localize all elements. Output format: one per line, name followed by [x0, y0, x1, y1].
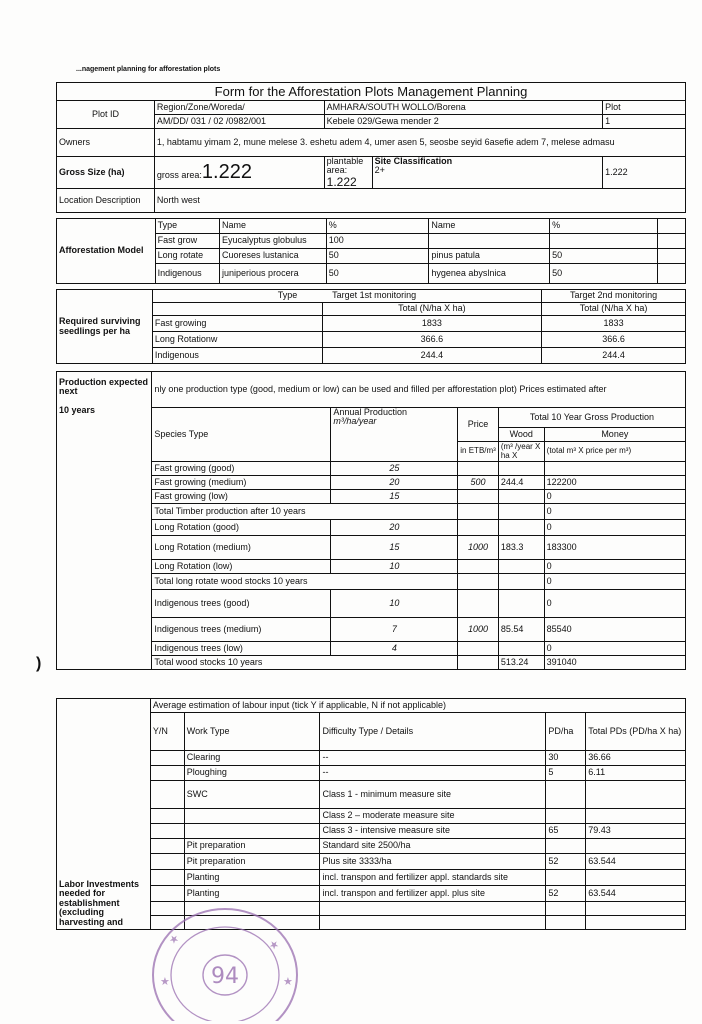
labor-pd-ha: 65	[546, 824, 586, 839]
gross-area-label: gross area:	[156, 170, 202, 181]
production-money	[544, 462, 685, 476]
labor-detail: incl. transpon and fertilizer appl. plus site	[320, 886, 546, 902]
plot-label: Plot	[603, 101, 686, 115]
production-money: 0	[544, 520, 685, 536]
model-percent: 50	[326, 249, 429, 264]
site-classification-label: Site Classification	[374, 156, 453, 166]
labor-header-work-type: Work Type	[184, 713, 320, 751]
model-name: Eyucalyptus globulus	[220, 234, 327, 249]
price-unit: in ETB/m³	[458, 442, 499, 462]
gross-size-value: 1.222	[603, 157, 686, 189]
production-money: 85540	[544, 618, 685, 642]
money-header: Money	[544, 428, 685, 442]
gross-area-value: 1.222	[201, 161, 252, 184]
labor-detail: Plus site 3333/ha	[320, 854, 546, 870]
labor-total	[586, 916, 686, 930]
labor-header-pd-ha: PD/ha	[546, 713, 586, 751]
wood-header: Wood	[498, 428, 544, 442]
production-wood: 85.54	[498, 618, 544, 642]
annual-production-unit: m³/ha/year	[333, 416, 377, 427]
model-percent: 100	[326, 234, 429, 249]
production-money: 0	[544, 574, 685, 590]
production-wood	[498, 462, 544, 476]
plantable-area-value: 1.222	[326, 174, 357, 189]
labor-work: Planting	[184, 870, 320, 886]
labor-header-total-pds: Total PDs (PD/ha X ha)	[586, 713, 686, 751]
labor-pd-ha: 52	[546, 886, 586, 902]
model-name: juniperious procera	[220, 264, 327, 284]
production-species: Fast growing (medium)	[152, 476, 331, 490]
seedlings-type: Indigenous	[152, 348, 322, 364]
production-annual: 15	[331, 490, 458, 504]
labor-detail: --	[320, 766, 546, 781]
model-type: Long rotate	[155, 249, 219, 264]
site-classification-value: 2+	[374, 165, 385, 176]
labor-detail: incl. transpon and fertilizer appl. standards site	[320, 870, 546, 886]
official-stamp	[150, 905, 300, 1021]
production-money: 391040	[544, 656, 685, 670]
labor-total: 36.66	[586, 751, 686, 766]
production-wood	[498, 574, 544, 590]
seedlings-target1: 366.6	[322, 332, 542, 348]
labor-detail: Class 2 – moderate measure site	[320, 809, 546, 824]
production-money: 0	[544, 490, 685, 504]
production-price	[458, 490, 499, 504]
seedlings-table	[56, 289, 686, 364]
production-wood	[498, 560, 544, 574]
seedlings-target1: 244.4	[322, 348, 542, 364]
production-price	[458, 462, 499, 476]
model-percent2: 50	[550, 264, 658, 284]
production-wood	[498, 520, 544, 536]
production-species: Total Timber production after 10 years	[152, 504, 458, 520]
labor-detail	[320, 916, 546, 930]
production-wood: 183.3	[498, 536, 544, 560]
production-annual: 10	[331, 590, 458, 618]
annual-production-label: Annual Production	[333, 407, 407, 417]
am-dd-code: AM/DD/ 031 / 02 /0982/001	[154, 115, 324, 129]
production-table	[56, 371, 686, 670]
seedlings-type-header: Type	[277, 290, 298, 301]
svg-text:★: ★	[283, 975, 293, 988]
labor-work: Pit preparation	[184, 839, 320, 854]
kebele-value: Kebele 029/Gewa mender 2	[324, 115, 602, 129]
labor-work: Ploughing	[184, 766, 320, 781]
seedlings-target2: 1833	[542, 316, 686, 332]
production-species: Total long rotate wood stocks 10 years	[152, 574, 458, 590]
labor-total: 63.544	[586, 886, 686, 902]
production-price	[458, 590, 499, 618]
production-annual: 25	[331, 462, 458, 476]
labor-pd-ha	[546, 839, 586, 854]
labor-work: Clearing	[184, 751, 320, 766]
money-unit: (total m³ X price per m³)	[544, 442, 685, 462]
production-species: Indigenous trees (medium)	[152, 618, 331, 642]
production-price	[458, 504, 499, 520]
species-type-header: Species Type	[152, 408, 331, 462]
model-name2: pinus patula	[429, 249, 550, 264]
svg-text:★: ★	[266, 936, 282, 954]
production-species: Indigenous trees (low)	[152, 642, 331, 656]
production-species: Long Rotation (good)	[152, 520, 331, 536]
total-gross-production-header: Total 10 Year Gross Production	[498, 408, 685, 428]
labor-work	[184, 809, 320, 824]
owners-label: Owners	[57, 129, 155, 157]
labor-pd-ha	[546, 870, 586, 886]
plot-number: 1	[603, 115, 686, 129]
labor-work	[184, 824, 320, 839]
labor-detail: Standard site 2500/ha	[320, 839, 546, 854]
stamp-center-text: 94	[211, 964, 239, 989]
owners-value: 1, habtamu yimam 2, mune melese 3. eshetu adem 4, umer asen 5, seosbe seyid 6asefie adem 7, melese admasu	[154, 129, 685, 157]
wood-unit: (m³ /year X ha X	[498, 442, 544, 462]
seedlings-type: Long Rotationw	[152, 332, 322, 348]
labor-table	[56, 698, 686, 930]
seedlings-target2: 366.6	[542, 332, 686, 348]
svg-text:★: ★	[160, 975, 170, 988]
seedlings-target2-header: Target 2nd monitoring	[542, 290, 686, 303]
production-price	[458, 560, 499, 574]
labor-total	[586, 870, 686, 886]
production-annual: 7	[331, 618, 458, 642]
labor-header-difficulty: Difficulty Type / Details	[320, 713, 546, 751]
labor-pd-ha	[546, 916, 586, 930]
production-species: Fast growing (low)	[152, 490, 331, 504]
production-money: 0	[544, 642, 685, 656]
model-type: Indigenous	[155, 264, 219, 284]
afforestation-model-table	[56, 218, 686, 284]
top-info-table	[56, 82, 686, 213]
production-annual: 4	[331, 642, 458, 656]
svg-text:★: ★	[166, 931, 182, 948]
production-price: 1000	[458, 536, 499, 560]
production-years-label: 10 years	[59, 405, 96, 416]
afforestation-model-label: Afforestation Model	[57, 219, 156, 284]
production-money: 0	[544, 560, 685, 574]
annual-production-header	[331, 408, 458, 462]
labor-pd-ha: 5	[546, 766, 586, 781]
labor-label: Labor Investments needed for establishment (excluding harvesting and	[57, 699, 151, 930]
plot-id-label: Plot ID	[57, 101, 155, 129]
production-money: 0	[544, 590, 685, 618]
labor-total: 63.544	[586, 854, 686, 870]
model-header-name: Name	[220, 219, 327, 234]
model-header-name2: Name	[429, 219, 550, 234]
model-name2	[429, 234, 550, 249]
labor-detail: Class 1 - minimum measure site	[320, 781, 546, 809]
seedlings-target2: 244.4	[542, 348, 686, 364]
price-header: Price	[458, 408, 499, 442]
labor-total: 6.11	[586, 766, 686, 781]
model-type: Fast grow	[155, 234, 219, 249]
labor-detail: --	[320, 751, 546, 766]
labor-work: SWC	[184, 781, 320, 809]
labor-pd-ha	[546, 809, 586, 824]
seedlings-header-type-target1	[152, 290, 541, 303]
production-money: 183300	[544, 536, 685, 560]
labor-total	[586, 839, 686, 854]
labor-pd-ha: 30	[546, 751, 586, 766]
model-name: Cuoreses lustanica	[220, 249, 327, 264]
production-price	[458, 574, 499, 590]
location-value: North west	[154, 189, 685, 213]
labor-work: Pit preparation	[184, 854, 320, 870]
production-price	[458, 642, 499, 656]
production-wood	[498, 590, 544, 618]
model-header-percent2: %	[550, 219, 658, 234]
production-money: 0	[544, 504, 685, 520]
production-note: nly one production type (good, medium or low) can be used and filled per afforestation plot) Prices estimated after	[152, 372, 686, 408]
production-price: 1000	[458, 618, 499, 642]
labor-note: Average estimation of labour input (tick Y if applicable, N if not applicable)	[150, 699, 685, 713]
production-annual: 15	[331, 536, 458, 560]
labor-pd-ha	[546, 902, 586, 916]
location-label: Location Description	[57, 189, 155, 213]
production-species: Total wood stocks 10 years	[152, 656, 458, 670]
production-annual: 20	[331, 520, 458, 536]
labor-detail: Class 3 - intensive measure site	[320, 824, 546, 839]
labor-total	[586, 781, 686, 809]
production-wood	[498, 504, 544, 520]
page-header: ...nagement planning for afforestation plots	[76, 66, 221, 73]
production-annual: 20	[331, 476, 458, 490]
margin-mark: )	[36, 655, 42, 672]
production-wood	[498, 490, 544, 504]
seedlings-target1-header: Target 1st monitoring	[332, 290, 417, 301]
model-percent2	[550, 234, 658, 249]
production-wood: 513.24	[498, 656, 544, 670]
model-percent: 50	[326, 264, 429, 284]
labor-detail	[320, 902, 546, 916]
seedlings-target1: 1833	[322, 316, 542, 332]
labor-total	[586, 809, 686, 824]
production-price	[458, 656, 499, 670]
production-annual: 10	[331, 560, 458, 574]
region-value: AMHARA/SOUTH WOLLO/Borena	[324, 101, 602, 115]
model-header-percent: %	[326, 219, 429, 234]
production-wood	[498, 642, 544, 656]
plantable-area-label: plantable area:	[326, 156, 364, 176]
form-title: Form for the Afforestation Plots Management Planning	[57, 83, 686, 101]
production-species: Long Rotation (low)	[152, 560, 331, 574]
model-percent2: 50	[550, 249, 658, 264]
production-species: Indigenous trees (good)	[152, 590, 331, 618]
labor-header-yn: Y/N	[150, 713, 184, 751]
seedlings-total-header: Total (N/ha X ha)	[322, 303, 542, 316]
seedlings-type: Fast growing	[152, 316, 322, 332]
production-money: 122200	[544, 476, 685, 490]
production-species: Fast growing (good)	[152, 462, 331, 476]
production-price	[458, 520, 499, 536]
production-species: Long Rotation (medium)	[152, 536, 331, 560]
model-name2: hygenea abyslnica	[429, 264, 550, 284]
region-label: Region/Zone/Woreda/	[154, 101, 324, 115]
seedlings-label: Required surviving seedlings per ha	[57, 290, 153, 364]
model-header-type: Type	[155, 219, 219, 234]
labor-pd-ha	[546, 781, 586, 809]
gross-size-label: Gross Size (ha)	[57, 157, 155, 189]
production-wood: 244.4	[498, 476, 544, 490]
labor-total	[586, 902, 686, 916]
labor-total: 79.43	[586, 824, 686, 839]
production-label: Production expected next	[59, 377, 149, 397]
labor-work: Planting	[184, 886, 320, 902]
seedlings-total-header2: Total (N/ha X ha)	[542, 303, 686, 316]
production-price: 500	[458, 476, 499, 490]
labor-pd-ha: 52	[546, 854, 586, 870]
